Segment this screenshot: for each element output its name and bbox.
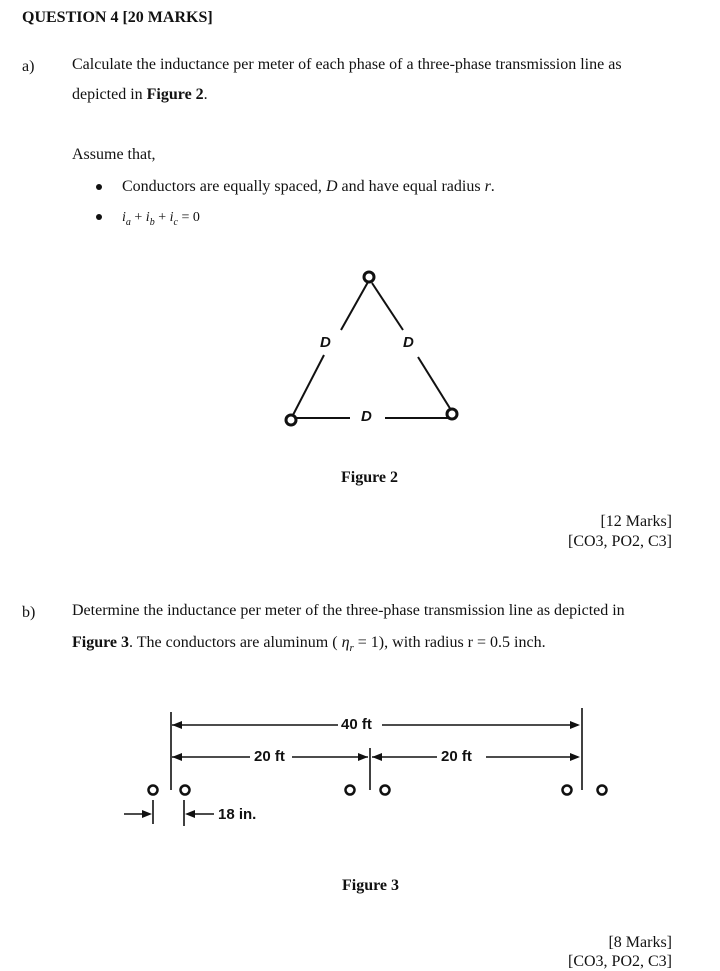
conductor-b-circle	[286, 415, 296, 425]
bullet-1-r: r	[484, 178, 491, 195]
arrow-20ft-left-end	[358, 753, 368, 761]
figure-3-caption: Figure 3	[342, 877, 400, 894]
current-sum-equation: $i_a + i_b + i_c = 0$	[122, 210, 200, 228]
eta-subscript: r	[349, 642, 354, 655]
part-b-line-2	[72, 634, 546, 654]
triangle-side-right-lower	[418, 357, 451, 410]
part-a-outcomes: [CO3, PO2, C3]	[567, 533, 672, 550]
part-b-outcomes: [CO3, PO2, C3]	[567, 953, 672, 970]
eta-symbol: η	[341, 634, 350, 651]
figure-2-label-left-D: D	[320, 334, 331, 351]
question-title: QUESTION 4 [20 MARKS]	[22, 9, 213, 26]
part-b-label: b)	[22, 604, 36, 621]
dimension-40ft: 40 ft	[341, 716, 372, 733]
conductor-b1-circle	[346, 786, 355, 795]
part-b-marks: [8 Marks]	[608, 934, 672, 951]
conductor-b2-circle	[381, 786, 390, 795]
part-b-line-2-a: . The conductors are aluminum (	[129, 634, 342, 651]
part-a-marks: [12 Marks]	[600, 513, 672, 530]
arrow-20ft-right-start	[372, 753, 382, 761]
arrow-40ft-right	[570, 721, 580, 729]
arrow-20ft-right-end	[570, 753, 580, 761]
figure-3-reference: Figure 3	[72, 634, 130, 651]
arrow-20ft-left-start	[172, 753, 182, 761]
triangle-side-left-lower	[293, 355, 324, 415]
dimension-18in: 18 in.	[218, 806, 257, 823]
arrow-bundle-left	[142, 810, 152, 818]
bullet-1-text-b: and have equal radius	[337, 178, 485, 195]
conductor-a-circle	[364, 272, 374, 282]
part-a-label: a)	[22, 58, 35, 75]
figure-2-label-bottom-D: D	[361, 408, 372, 425]
bullet-1-end: .	[490, 178, 495, 195]
conductor-c2-circle	[598, 786, 607, 795]
part-b-line-1: Determine the inductance per meter of the three-phase transmission line as depicted in	[72, 602, 625, 619]
conductor-c-circle	[447, 409, 457, 419]
arrow-40ft-left	[172, 721, 182, 729]
triangle-side-left-upper	[341, 282, 368, 330]
part-a-line-2-prefix: depicted in	[72, 86, 147, 103]
figure-2-reference: Figure 2	[146, 86, 204, 103]
figure-2-label-right-D: D	[403, 334, 414, 351]
bullet-1-text-a: Conductors are equally spaced,	[122, 178, 326, 195]
part-b-line-2-b: = 1), with radius r = 0.5 inch.	[353, 634, 546, 651]
dimension-20ft-right: 20 ft	[441, 748, 472, 765]
triangle-side-right-upper	[372, 283, 403, 330]
part-a-line-1: Calculate the inductance per meter of each phase of a three-phase transmission line as	[72, 56, 622, 73]
dimension-20ft-left: 20 ft	[254, 748, 285, 765]
conductor-a2-circle	[181, 786, 190, 795]
conductor-a1-circle	[149, 786, 158, 795]
assume-text: Assume that,	[72, 146, 156, 163]
bullet-1-D: D	[325, 178, 338, 195]
figure-2-caption: Figure 2	[341, 469, 399, 486]
arrow-bundle-right	[185, 810, 195, 818]
part-a-line-2-suffix: .	[203, 86, 208, 103]
conductor-c1-circle	[563, 786, 572, 795]
